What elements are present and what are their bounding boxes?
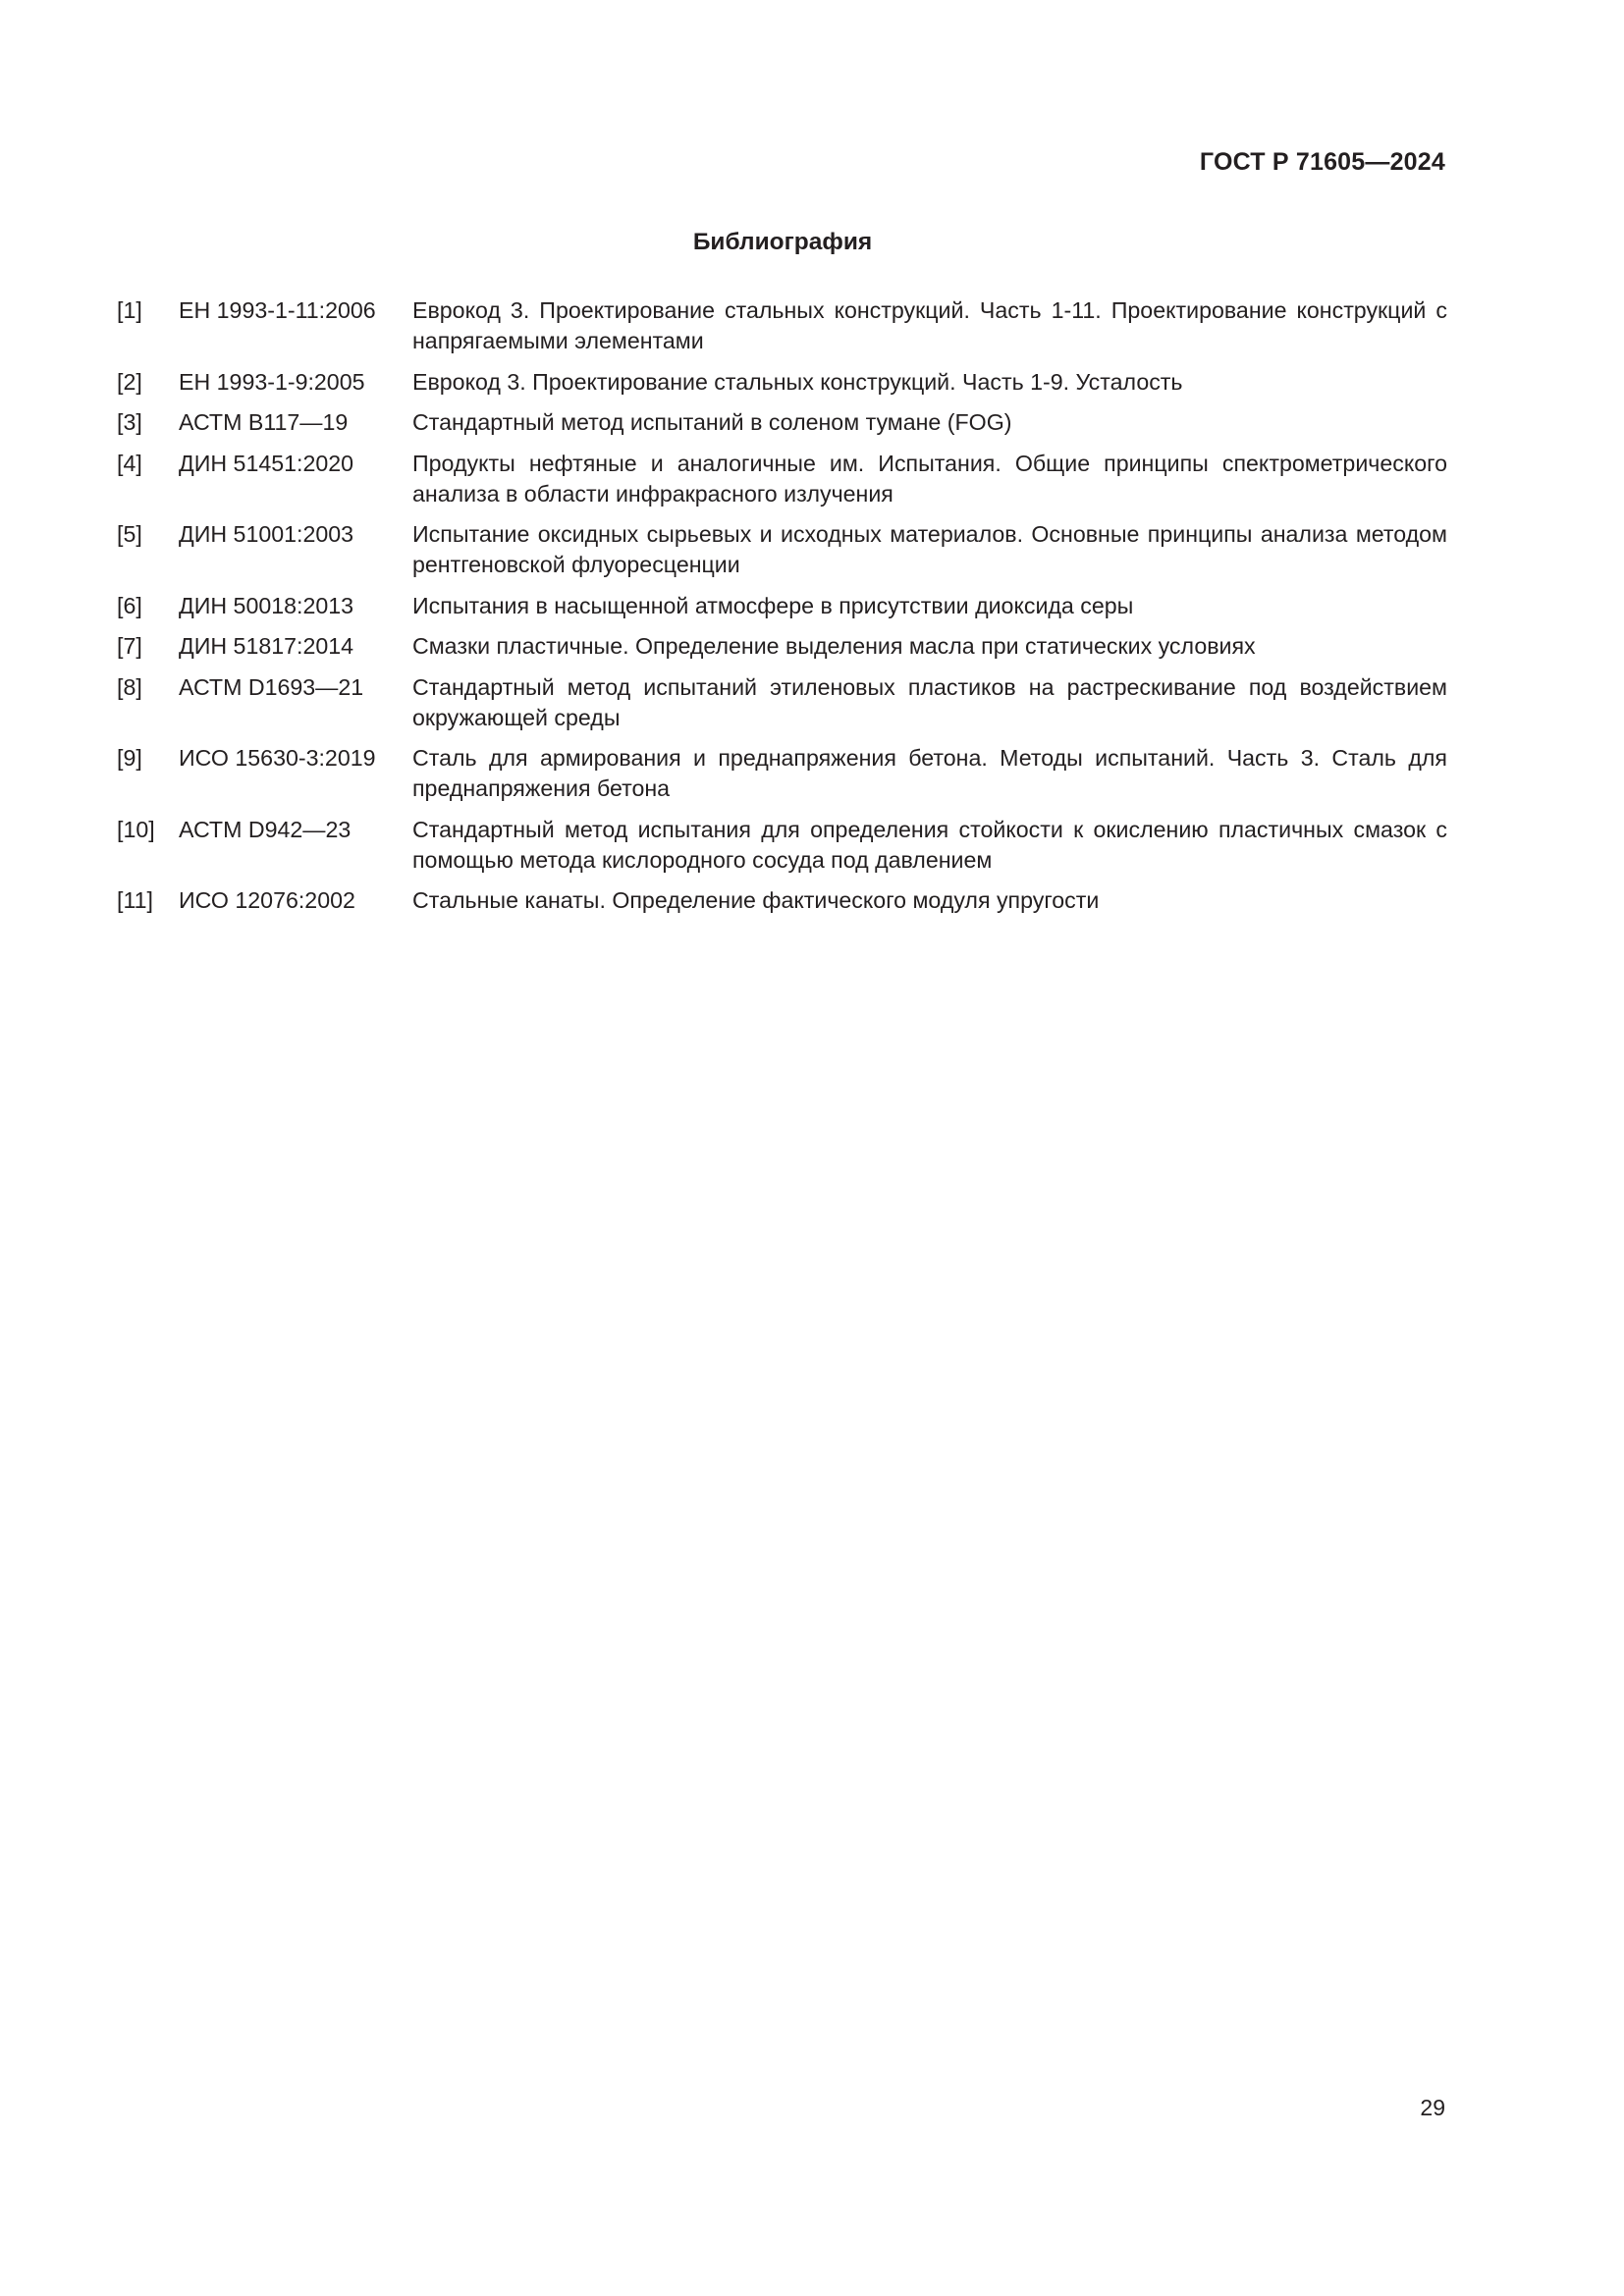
bibliography-entry bbox=[117, 449, 1447, 509]
bibliography-entry bbox=[117, 295, 1447, 356]
section-title: Библиография bbox=[692, 229, 873, 255]
entry-standard-code: ДИН 51001:2003 bbox=[179, 521, 354, 547]
entry-title: Смазки пластичные. Определение выделения масла при статических условиях bbox=[412, 633, 1256, 659]
entry-standard-code: АСТМ D942—23 bbox=[179, 816, 352, 842]
entry-title: Продукты нефтяные и аналогичные им. Испытания. Общие принципы спектрометрического анализа в области инфракрасного излучения bbox=[412, 450, 1447, 507]
entry-title: Сталь для армирования и преднапряжения бетона. Методы испытаний. Часть 3. Сталь для преднапряжения бетона bbox=[412, 745, 1447, 801]
entry-number: [1] bbox=[117, 297, 142, 323]
bibliography-entry bbox=[117, 631, 1447, 662]
entry-title: Испытания в насыщенной атмосфере в присутствии диоксида серы bbox=[412, 592, 1134, 618]
entry-title: Стандартный метод испытания для определения стойкости к окислению пластичных смазок с помощью метода кислородного сосуда под давлением bbox=[412, 816, 1447, 873]
entry-number: [9] bbox=[117, 745, 142, 771]
bibliography-entry bbox=[117, 407, 1447, 438]
entry-standard-code: ИСО 15630-3:2019 bbox=[179, 745, 376, 771]
entry-number: [7] bbox=[117, 633, 142, 659]
entry-title: Испытание оксидных сырьевых и исходных материалов. Основные принципы анализа методом рентгеновской флуоресценции bbox=[412, 521, 1447, 577]
bibliography-entry bbox=[117, 885, 1447, 916]
entry-number: [10] bbox=[117, 816, 155, 842]
entry-standard-code: ДИН 51451:2020 bbox=[179, 450, 354, 476]
entry-title: Стандартный метод испытаний в соленом тумане (FOG) bbox=[412, 409, 1012, 435]
entry-number: [2] bbox=[117, 368, 142, 395]
bibliography-entry bbox=[117, 519, 1447, 580]
bibliography-entry bbox=[117, 591, 1447, 621]
entry-standard-code: АСТМ D1693—21 bbox=[179, 673, 364, 700]
entry-standard-code: ЕН 1993-1-9:2005 bbox=[179, 368, 365, 395]
entry-standard-code: ИСО 12076:2002 bbox=[179, 887, 355, 913]
page-number: 29 bbox=[1420, 2095, 1445, 2120]
entry-number: [8] bbox=[117, 673, 142, 700]
entry-number: [5] bbox=[117, 521, 142, 547]
bibliography-entry bbox=[117, 672, 1447, 733]
entry-title: Стандартный метод испытаний этиленовых пластиков на растрескивание под воздействием окружающей среды bbox=[412, 673, 1447, 730]
bibliography-entry bbox=[117, 367, 1447, 398]
entry-standard-code: ДИН 51817:2014 bbox=[179, 633, 354, 659]
entry-number: [3] bbox=[117, 409, 142, 435]
entry-title: Стальные канаты. Определение фактического модуля упругости bbox=[412, 887, 1100, 913]
entry-title: Еврокод 3. Проектирование стальных конструкций. Часть 1-9. Усталость bbox=[412, 368, 1183, 395]
entry-title: Еврокод 3. Проектирование стальных конструкций. Часть 1-11. Проектирование конструкций с напрягаемыми элементами bbox=[412, 297, 1447, 353]
bibliography-list bbox=[117, 295, 1447, 927]
entry-number: [6] bbox=[117, 592, 142, 618]
bibliography-entry bbox=[117, 743, 1447, 804]
entry-standard-code: АСТМ В117—19 bbox=[179, 409, 349, 435]
document-code: ГОСТ Р 71605—2024 bbox=[1199, 148, 1445, 176]
entry-number: [11] bbox=[117, 887, 153, 913]
entry-standard-code: ДИН 50018:2013 bbox=[179, 592, 354, 618]
entry-standard-code: ЕН 1993-1-11:2006 bbox=[179, 297, 376, 323]
bibliography-entry bbox=[117, 815, 1447, 876]
entry-number: [4] bbox=[117, 450, 142, 476]
